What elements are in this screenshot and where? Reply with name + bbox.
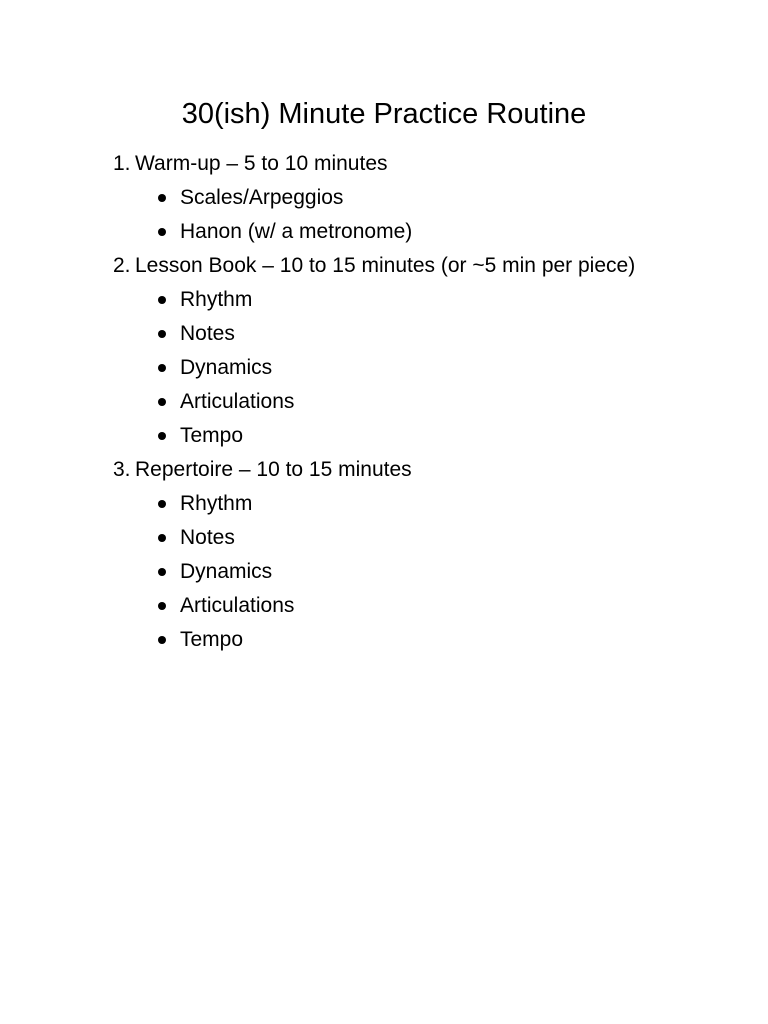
- step-number: 2.: [113, 254, 131, 277]
- step-label: Lesson Book – 10 to 15 minutes (or ~5 min per piece): [135, 254, 636, 277]
- list-item-label: Notes: [180, 322, 235, 345]
- list-item: [113, 419, 753, 453]
- list-item-label: Notes: [180, 526, 235, 549]
- list-item-label: Articulations: [180, 390, 295, 413]
- bullet-icon: [158, 215, 180, 249]
- page-title: 30(ish) Minute Practice Routine: [181, 98, 587, 130]
- list-item: [113, 351, 753, 385]
- bullet-icon: [158, 521, 180, 555]
- list-item-label: Hanon (w/ a metronome): [180, 220, 413, 243]
- list-item: [113, 317, 753, 351]
- list-item: [113, 521, 753, 555]
- routine-step-lesson-book: [113, 249, 753, 453]
- list-item: [113, 487, 753, 521]
- step-row: [113, 249, 753, 283]
- sub-list: [113, 487, 753, 657]
- bullet-icon: [158, 351, 180, 385]
- routine-list: [113, 147, 753, 657]
- step-number: 1.: [113, 152, 131, 175]
- step-row: [113, 453, 753, 487]
- bullet-icon: [158, 419, 180, 453]
- list-item: [113, 555, 753, 589]
- list-item-label: Tempo: [180, 628, 244, 651]
- list-item-label: Rhythm: [180, 492, 253, 515]
- bullet-icon: [158, 317, 180, 351]
- bullet-icon: [158, 181, 180, 215]
- list-item-label: Articulations: [180, 594, 295, 617]
- list-item: [113, 623, 753, 657]
- list-item: [113, 283, 753, 317]
- sub-list: [113, 283, 753, 453]
- bullet-icon: [158, 487, 180, 521]
- step-number: 3.: [113, 458, 131, 481]
- list-item-label: Dynamics: [180, 356, 273, 379]
- step-row: [113, 147, 753, 181]
- list-item-label: Rhythm: [180, 288, 253, 311]
- list-item: [113, 215, 753, 249]
- list-item-label: Scales/Arpeggios: [180, 186, 344, 209]
- list-item: [113, 385, 753, 419]
- routine-step-warm-up: [113, 147, 753, 249]
- list-item: [113, 589, 753, 623]
- list-item-label: Dynamics: [180, 560, 273, 583]
- bullet-icon: [158, 623, 180, 657]
- bullet-icon: [158, 385, 180, 419]
- bullet-icon: [158, 589, 180, 623]
- bullet-icon: [158, 283, 180, 317]
- step-label: Warm-up – 5 to 10 minutes: [135, 152, 388, 175]
- list-item-label: Tempo: [180, 424, 244, 447]
- step-label: Repertoire – 10 to 15 minutes: [135, 458, 412, 481]
- routine-step-repertoire: [113, 453, 753, 657]
- sub-list: [113, 181, 753, 249]
- list-item: [113, 181, 753, 215]
- bullet-icon: [158, 555, 180, 589]
